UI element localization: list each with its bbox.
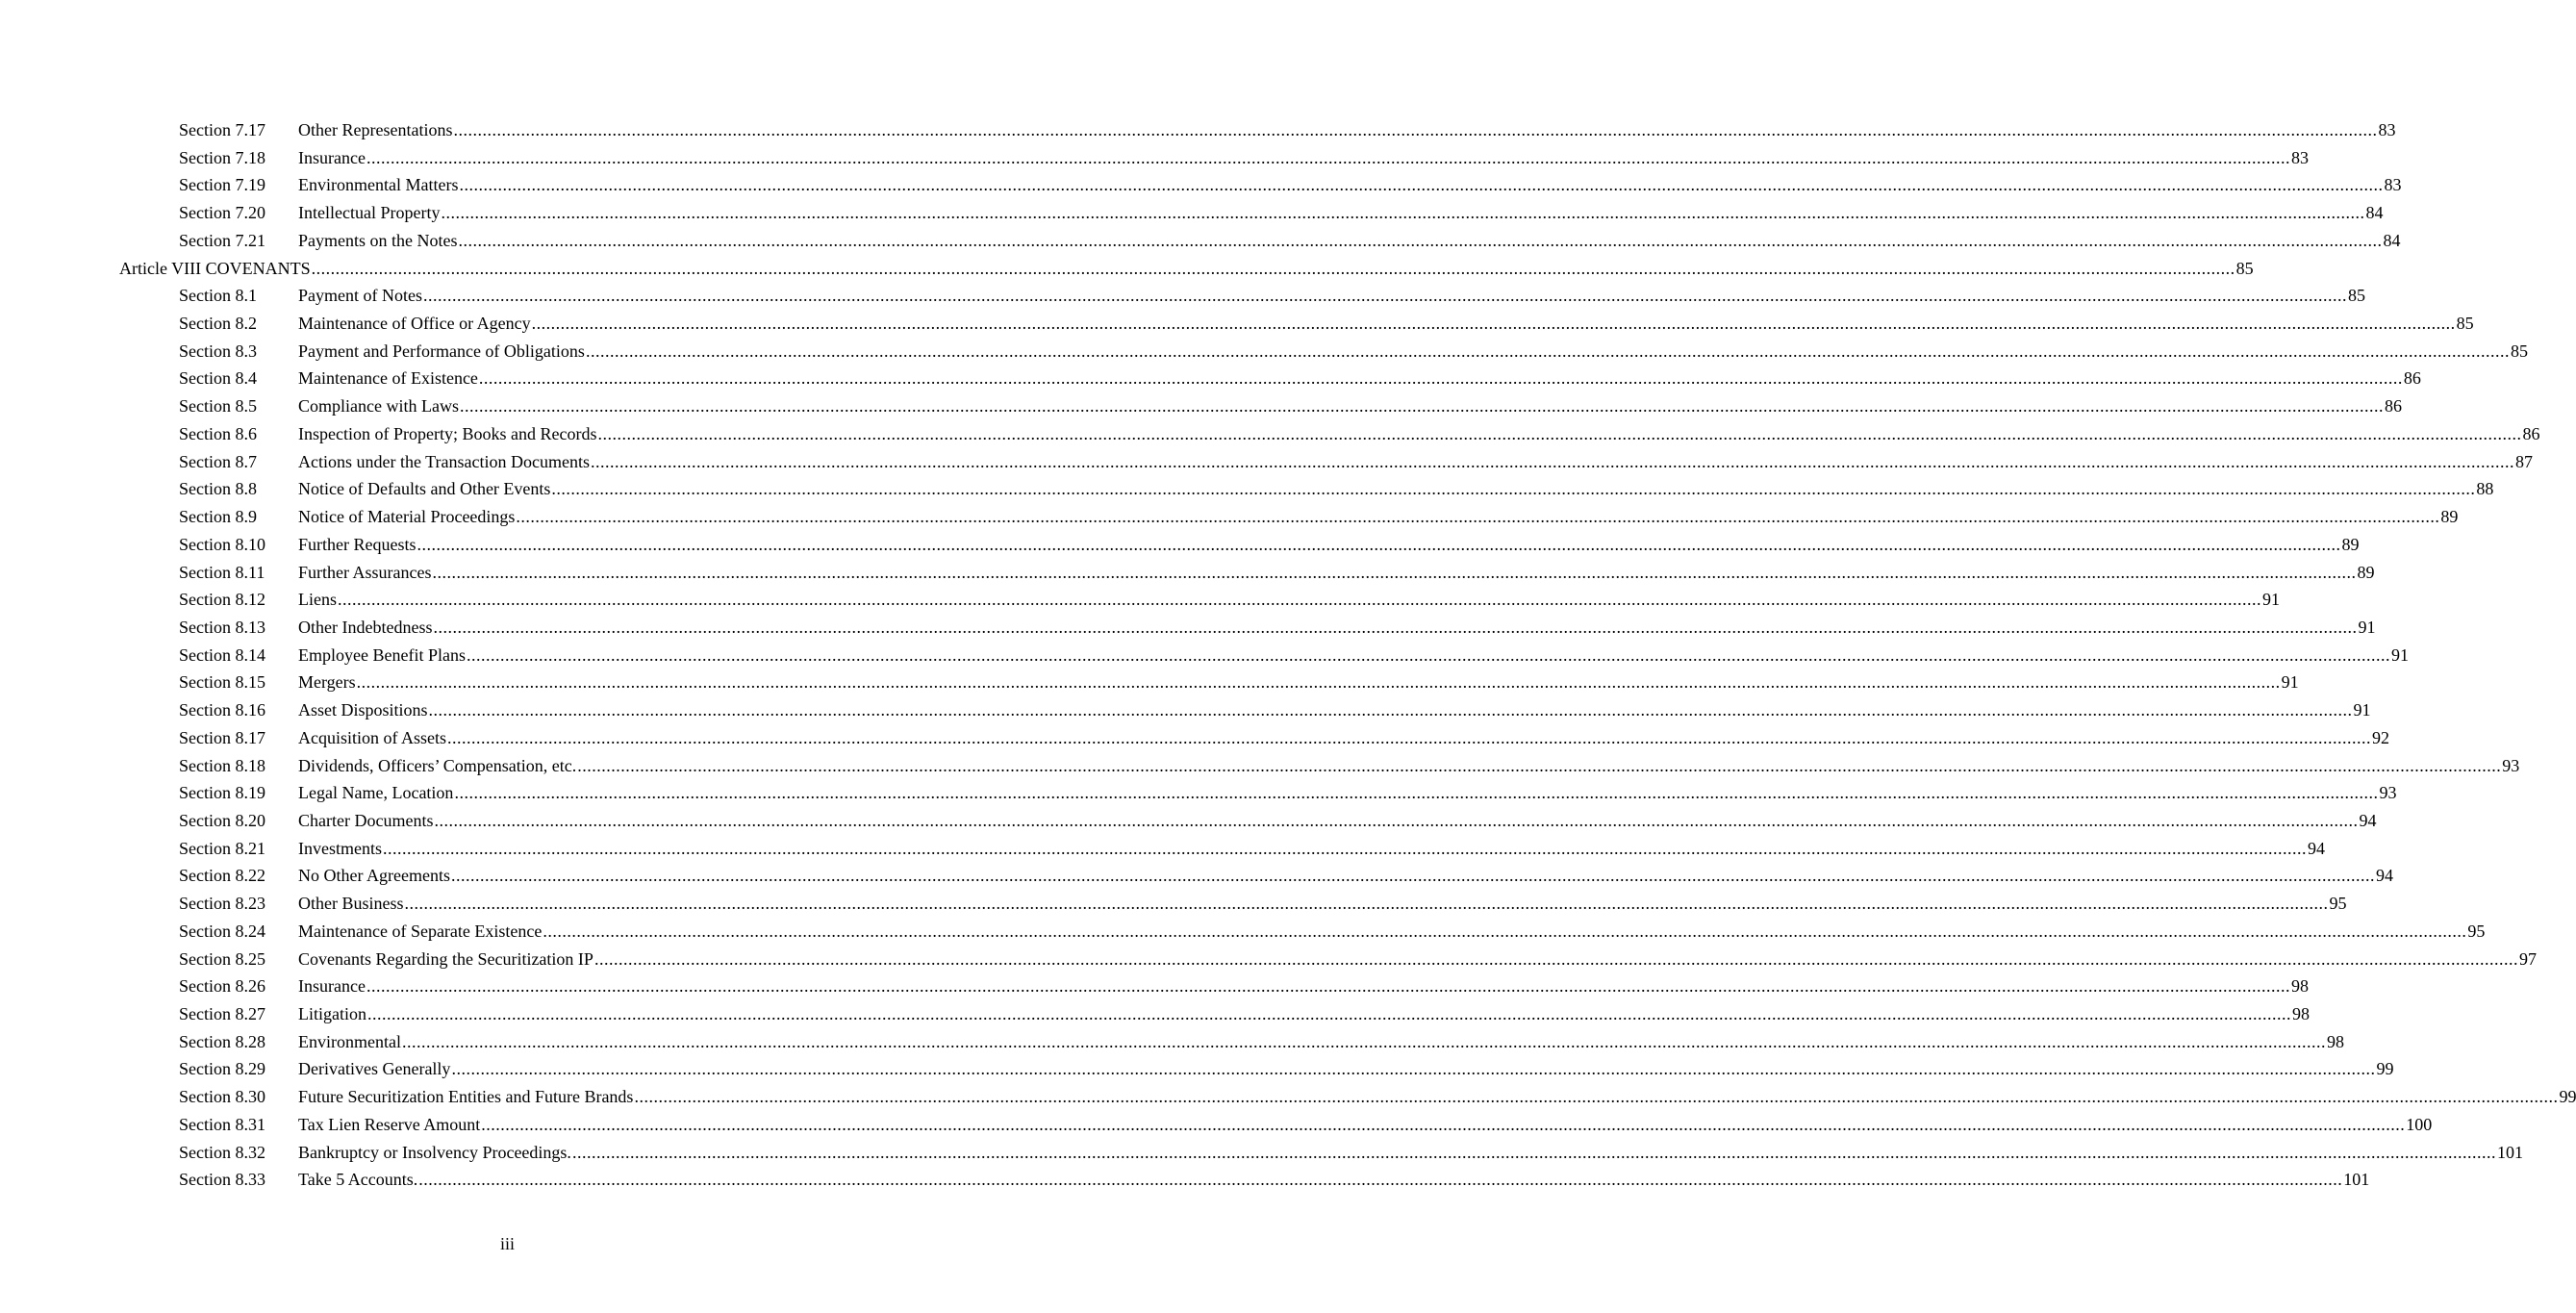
toc-dot-leader: ................................................................................................................................................................................................................................................................................................................................................................................................................: [585, 341, 2510, 361]
toc-dot-leader: ................................................................................................................................................................................................................................................................................................................................................................................................................: [451, 1059, 2376, 1079]
toc-section-number: Section 8.3: [179, 341, 257, 361]
toc-entry-title: Payment and Performance of Obligations: [298, 341, 585, 361]
toc-dot-leader: ................................................................................................................................................................................................................................................................................................................................................................................................................: [401, 1031, 2326, 1051]
toc-dot-leader: ................................................................................................................................................................................................................................................................................................................................................................................................................: [466, 644, 2390, 665]
toc-entry-title: Notice of Material Proceedings: [298, 507, 516, 527]
toc-section-number: Section 8.10: [179, 534, 265, 554]
toc-section-number: Section 8.24: [179, 921, 265, 941]
toc-page-number: 86: [2384, 396, 2402, 417]
toc-section-row[interactable]: [0, 448, 2533, 476]
toc-section-number: Section 8.11: [179, 562, 265, 582]
toc-entry-title: Notice of Defaults and Other Events: [298, 479, 551, 499]
toc-entry: [298, 669, 2299, 695]
toc-entry: [298, 559, 2375, 586]
toc-entry-title: Environmental: [298, 1031, 401, 1051]
toc-dot-leader: ................................................................................................................................................................................................................................................................................................................................................................................................................: [356, 672, 2281, 693]
toc-page-number: 94: [2359, 810, 2377, 830]
toc-entry: [298, 946, 2537, 972]
toc-page-number: 89: [2357, 562, 2375, 582]
toc-entry: [298, 642, 2409, 669]
toc-dot-leader: ................................................................................................................................................................................................................................................................................................................................................................................................................: [590, 451, 2514, 471]
toc-dot-leader: ................................................................................................................................................................................................................................................................................................................................................................................................................: [432, 562, 2357, 582]
toc-section-number: Section 8.29: [179, 1059, 265, 1079]
toc-dot-leader: ................................................................................................................................................................................................................................................................................................................................................................................................................: [551, 479, 2476, 499]
toc-section-number: Section 8.17: [179, 727, 265, 747]
toc-entry: [298, 614, 2376, 641]
toc-page-number: 98: [2290, 976, 2309, 997]
toc-section-number: Section 8.31: [179, 1114, 265, 1134]
toc-entry: [298, 918, 2486, 945]
toc-section-row[interactable]: [0, 503, 2459, 531]
toc-article-row[interactable]: [0, 255, 2254, 283]
toc-dot-leader: ................................................................................................................................................................................................................................................................................................................................................................................................................: [418, 1170, 2343, 1190]
page-footer-number: iii: [499, 1234, 515, 1253]
toc-section-number: Section 8.15: [179, 672, 265, 693]
toc-entry: [298, 531, 2360, 558]
toc-section-row[interactable]: [0, 1111, 2433, 1139]
toc-dot-leader: ................................................................................................................................................................................................................................................................................................................................................................................................................: [597, 423, 2522, 443]
toc-page-number: 85: [2235, 258, 2254, 278]
toc-section-row[interactable]: [0, 199, 2384, 227]
toc-entry: [298, 890, 2347, 917]
toc-dot-leader: ................................................................................................................................................................................................................................................................................................................................................................................................................: [459, 396, 2384, 417]
toc-entry-title: Liens: [298, 590, 337, 610]
toc-section-number: Section 8.25: [179, 948, 265, 969]
toc-section-row[interactable]: [0, 972, 2309, 1000]
toc-entry: [298, 1055, 2394, 1082]
toc-section-row[interactable]: [0, 338, 2528, 366]
toc-entry: [298, 1111, 2433, 1138]
toc-dot-leader: ................................................................................................................................................................................................................................................................................................................................................................................................................: [383, 838, 2307, 858]
toc-section-row[interactable]: [0, 752, 2520, 780]
toc-entry-title: Charter Documents: [298, 810, 434, 830]
toc-dot-leader: ................................................................................................................................................................................................................................................................................................................................................................................................................: [593, 948, 2518, 969]
toc-page-number: 99: [2376, 1059, 2394, 1079]
toc-rows: [0, 116, 2576, 1194]
toc-dot-leader: ................................................................................................................................................................................................................................................................................................................................................................................................................: [478, 368, 2403, 389]
toc-dot-leader: ................................................................................................................................................................................................................................................................................................................................................................................................................: [338, 590, 2261, 610]
toc-section-number: Section 8.30: [179, 1087, 265, 1107]
toc-page-number: 88: [2476, 479, 2494, 499]
toc-page-number: 100: [2406, 1114, 2433, 1134]
toc-dot-leader: ................................................................................................................................................................................................................................................................................................................................................................................................................: [417, 534, 2341, 554]
toc-section-number: Section 8.12: [179, 590, 265, 610]
toc-entry-title: Legal Name, Location: [298, 783, 454, 803]
toc-dot-leader: ................................................................................................................................................................................................................................................................................................................................................................................................................: [447, 727, 2372, 747]
toc-page-number: 89: [2341, 534, 2360, 554]
toc-page-number: 83: [2378, 120, 2396, 139]
toc-page-number: 89: [2440, 507, 2459, 527]
toc-dot-leader: ................................................................................................................................................................................................................................................................................................................................................................................................................: [481, 1114, 2406, 1134]
toc-dot-leader: ................................................................................................................................................................................................................................................................................................................................................................................................................: [428, 700, 2353, 720]
toc-section-row[interactable]: [0, 392, 2402, 420]
toc-page-number: 93: [2379, 783, 2397, 803]
toc-page-number: 91: [2358, 617, 2376, 637]
toc-section-row[interactable]: [0, 642, 2409, 669]
toc-section-number: Section 7.17: [179, 120, 265, 139]
toc-page-number: 98: [2326, 1031, 2344, 1051]
toc-entry-title: Further Requests: [298, 534, 417, 554]
toc-section-row[interactable]: [0, 835, 2325, 863]
toc-section-row[interactable]: [0, 227, 2401, 255]
toc-section-row[interactable]: [0, 918, 2486, 946]
toc-entry: [298, 752, 2520, 779]
toc-entry-title: Intellectual Property: [298, 203, 441, 223]
toc-section-number: Section 8.9: [179, 507, 257, 527]
toc-entry: [298, 503, 2459, 530]
toc-entry-title: Employee Benefit Plans: [298, 644, 466, 665]
toc-section-row[interactable]: [0, 890, 2347, 918]
toc-entry: [298, 420, 2540, 447]
toc-entry-title: Dividends, Officers’ Compensation, etc.: [298, 755, 577, 775]
toc-entry-title: Article VIII COVENANTS: [119, 258, 311, 278]
toc-page-number: 91: [2262, 590, 2280, 610]
toc-section-row[interactable]: [0, 144, 2309, 172]
toc-entry-title: Litigation: [298, 1004, 366, 1023]
toc-section-row[interactable]: [0, 1083, 2576, 1111]
toc-section-row[interactable]: [0, 559, 2375, 587]
toc-dot-leader: ................................................................................................................................................................................................................................................................................................................................................................................................................: [453, 120, 2378, 139]
toc-entry-title: Insurance: [298, 976, 366, 997]
toc-page-number: 91: [2353, 700, 2371, 720]
toc-section-row[interactable]: [0, 1166, 2370, 1194]
toc-section-number: Section 8.5: [179, 396, 257, 417]
toc-page-number: 91: [2281, 672, 2299, 693]
toc-entry: [298, 365, 2421, 391]
toc-section-row[interactable]: [0, 1055, 2394, 1083]
toc-entry-title: Future Securitization Entities and Future Brands: [298, 1087, 634, 1107]
toc-dot-leader: ................................................................................................................................................................................................................................................................................................................................................................................................................: [434, 810, 2359, 830]
toc-entry-title: Investments: [298, 838, 382, 858]
toc-entry: [298, 835, 2325, 862]
toc-entry-title: Tax Lien Reserve Amount: [298, 1114, 481, 1134]
toc-section-number: Section 8.19: [179, 783, 265, 803]
toc-dot-leader: ................................................................................................................................................................................................................................................................................................................................................................................................................: [458, 230, 2383, 250]
toc-entry: [298, 1028, 2344, 1055]
toc-entry-title: Derivatives Generally: [298, 1059, 451, 1079]
toc-entry: [298, 227, 2401, 254]
toc-section-number: Section 7.19: [179, 175, 265, 195]
toc-entry: [298, 310, 2474, 337]
toc-section-row[interactable]: [0, 807, 2377, 835]
toc-entry-title: Bankruptcy or Insolvency Proceedings.: [298, 1142, 571, 1162]
toc-page-number: 85: [2510, 341, 2528, 361]
toc-section-row[interactable]: [0, 862, 2393, 890]
toc-page-number: 94: [2375, 866, 2393, 886]
toc-dot-leader: ................................................................................................................................................................................................................................................................................................................................................................................................................: [311, 258, 2235, 278]
toc-section-number: Section 8.16: [179, 700, 265, 720]
toc-section-number: Section 8.28: [179, 1031, 265, 1051]
toc-section-row[interactable]: [0, 116, 2396, 144]
toc-entry: [298, 475, 2494, 502]
toc-section-number: Section 8.2: [179, 314, 257, 334]
toc-dot-leader: ................................................................................................................................................................................................................................................................................................................................................................................................................: [459, 175, 2384, 195]
toc-page-number: 93: [2502, 755, 2520, 775]
toc-entry: [298, 338, 2528, 365]
toc-entry-title: Other Representations: [298, 120, 453, 139]
toc-section-number: Section 8.33: [179, 1170, 265, 1190]
toc-page-number: 86: [2522, 423, 2540, 443]
toc-section-row[interactable]: [0, 724, 2390, 752]
toc-page-number: 84: [2383, 230, 2401, 250]
toc-section-row[interactable]: [0, 1000, 2310, 1028]
toc-page-number: 85: [2456, 314, 2474, 334]
toc-entry-title: Asset Dispositions: [298, 700, 428, 720]
toc-section-number: Section 8.6: [179, 423, 257, 443]
toc-section-row[interactable]: [0, 669, 2299, 696]
toc-page-number: 94: [2308, 838, 2325, 858]
toc-page-number: 83: [2384, 175, 2402, 195]
toc-dot-leader: ................................................................................................................................................................................................................................................................................................................................................................................................................: [531, 314, 2456, 334]
toc-entry: [298, 696, 2371, 723]
toc-entry: [298, 779, 2397, 806]
toc-entry: [298, 586, 2280, 613]
toc-section-row[interactable]: [0, 171, 2402, 199]
toc-entry: [298, 807, 2377, 834]
toc-section-row[interactable]: [0, 475, 2494, 503]
toc-section-number: Section 8.20: [179, 810, 265, 830]
toc-dot-leader: ................................................................................................................................................................................................................................................................................................................................................................................................................: [577, 755, 2502, 775]
toc-page-number: 97: [2518, 948, 2537, 969]
toc-entry: [298, 282, 2365, 309]
toc-entry-title: Actions under the Transaction Documents: [298, 451, 590, 471]
toc-entry-title: Insurance: [298, 147, 366, 167]
toc-section-row[interactable]: [0, 282, 2365, 310]
toc-page-number: 92: [2372, 727, 2390, 747]
toc-section-row[interactable]: [0, 531, 2360, 559]
toc-entry: [298, 724, 2390, 751]
toc-section-row[interactable]: [0, 310, 2474, 338]
toc-page-number: 83: [2290, 147, 2309, 167]
toc-entry-title: Maintenance of Office or Agency: [298, 314, 531, 334]
toc-entry-title: Compliance with Laws: [298, 396, 459, 417]
toc-entry-title: Further Assurances: [298, 562, 432, 582]
toc-entry: [298, 1000, 2310, 1027]
toc-page-number: 84: [2365, 203, 2384, 223]
toc-section-number: Section 8.23: [179, 894, 265, 914]
toc-entry: [298, 392, 2402, 419]
toc-section-number: Section 8.7: [179, 451, 257, 471]
toc-dot-leader: ................................................................................................................................................................................................................................................................................................................................................................................................................: [404, 894, 2329, 914]
toc-dot-leader: ................................................................................................................................................................................................................................................................................................................................................................................................................: [450, 866, 2375, 886]
toc-entry-title: Other Business: [298, 894, 404, 914]
toc-section-number: Section 8.26: [179, 976, 265, 997]
toc-section-row[interactable]: [0, 946, 2537, 973]
toc-entry-title: Mergers: [298, 672, 356, 693]
toc-entry-title: Covenants Regarding the Securitization IP: [298, 948, 593, 969]
toc-section-row[interactable]: [0, 1028, 2344, 1056]
toc-section-number: Section 8.32: [179, 1142, 265, 1162]
toc-page-number: 85: [2347, 286, 2365, 306]
toc-section-row[interactable]: [0, 779, 2397, 807]
toc-section-row[interactable]: [0, 420, 2540, 448]
toc-entry: [298, 1166, 2370, 1193]
toc-section-number: Section 7.20: [179, 203, 265, 223]
toc-page-number: 95: [2329, 894, 2347, 914]
toc-section-row[interactable]: [0, 696, 2371, 724]
toc-entry-title: Maintenance of Existence: [298, 368, 478, 389]
toc-section-number: Section 8.14: [179, 644, 265, 665]
toc-section-number: Section 8.22: [179, 866, 265, 886]
toc-section-number: Section 7.21: [179, 230, 265, 250]
toc-section-number: Section 8.21: [179, 838, 265, 858]
toc-entry-title: Inspection of Property; Books and Records: [298, 423, 597, 443]
toc-dot-leader: ................................................................................................................................................................................................................................................................................................................................................................................................................: [516, 507, 2440, 527]
toc-page-number: 86: [2403, 368, 2421, 389]
toc-entry: [298, 972, 2309, 999]
toc-section-number: Section 7.18: [179, 147, 265, 167]
toc-section-number: Section 8.13: [179, 617, 265, 637]
toc-entry: [298, 116, 2396, 143]
toc-page-number: 91: [2390, 644, 2409, 665]
toc-dot-leader: ................................................................................................................................................................................................................................................................................................................................................................................................................: [367, 1004, 2291, 1023]
toc-entry: [119, 255, 2254, 282]
toc-section-number: Section 8.27: [179, 1004, 265, 1023]
toc-dot-leader: ................................................................................................................................................................................................................................................................................................................................................................................................................: [543, 921, 2467, 941]
toc-entry-title: Maintenance of Separate Existence: [298, 921, 543, 941]
toc-section-number: Section 8.18: [179, 755, 265, 775]
toc-section-number: Section 8.4: [179, 368, 257, 389]
toc-section-number: Section 8.1: [179, 286, 257, 306]
toc-entry-title: Environmental Matters: [298, 175, 459, 195]
toc-dot-leader: ................................................................................................................................................................................................................................................................................................................................................................................................................: [366, 976, 2290, 997]
toc-section-number: Section 8.8: [179, 479, 257, 499]
toc-entry: [298, 1083, 2576, 1110]
toc-entry: [298, 171, 2402, 198]
toc-entry: [298, 144, 2309, 171]
toc-entry-title: Take 5 Accounts.: [298, 1170, 418, 1190]
toc-dot-leader: ................................................................................................................................................................................................................................................................................................................................................................................................................: [441, 203, 2365, 223]
toc-page-number: 98: [2292, 1004, 2310, 1023]
toc-section-row[interactable]: [0, 614, 2376, 642]
table-of-contents: [0, 116, 2576, 1194]
toc-dot-leader: ................................................................................................................................................................................................................................................................................................................................................................................................................: [571, 1142, 2496, 1162]
toc-entry-title: Payment of Notes: [298, 286, 422, 306]
toc-entry-title: Payments on the Notes: [298, 230, 458, 250]
toc-page-number: 101: [2496, 1142, 2523, 1162]
toc-section-row[interactable]: [0, 365, 2421, 392]
toc-page-number: 87: [2514, 451, 2533, 471]
toc-dot-leader: ................................................................................................................................................................................................................................................................................................................................................................................................................: [433, 617, 2358, 637]
toc-entry: [298, 199, 2384, 226]
toc-entry-title: Acquisition of Assets: [298, 727, 447, 747]
toc-page-number: 101: [2343, 1170, 2370, 1190]
toc-section-row[interactable]: [0, 586, 2280, 614]
toc-page-number: 95: [2467, 921, 2486, 941]
toc-dot-leader: ................................................................................................................................................................................................................................................................................................................................................................................................................: [454, 783, 2379, 803]
toc-entry: [298, 1139, 2523, 1166]
toc-entry: [298, 448, 2533, 475]
toc-section-row[interactable]: [0, 1139, 2523, 1167]
toc-dot-leader: ................................................................................................................................................................................................................................................................................................................................................................................................................: [422, 286, 2347, 306]
toc-dot-leader: ................................................................................................................................................................................................................................................................................................................................................................................................................: [634, 1087, 2559, 1107]
toc-entry-title: Other Indebtedness: [298, 617, 433, 637]
toc-dot-leader: ................................................................................................................................................................................................................................................................................................................................................................................................................: [366, 147, 2290, 167]
toc-entry-title: No Other Agreements: [298, 866, 450, 886]
toc-page-number: 99: [2559, 1087, 2576, 1107]
toc-entry: [298, 862, 2393, 889]
